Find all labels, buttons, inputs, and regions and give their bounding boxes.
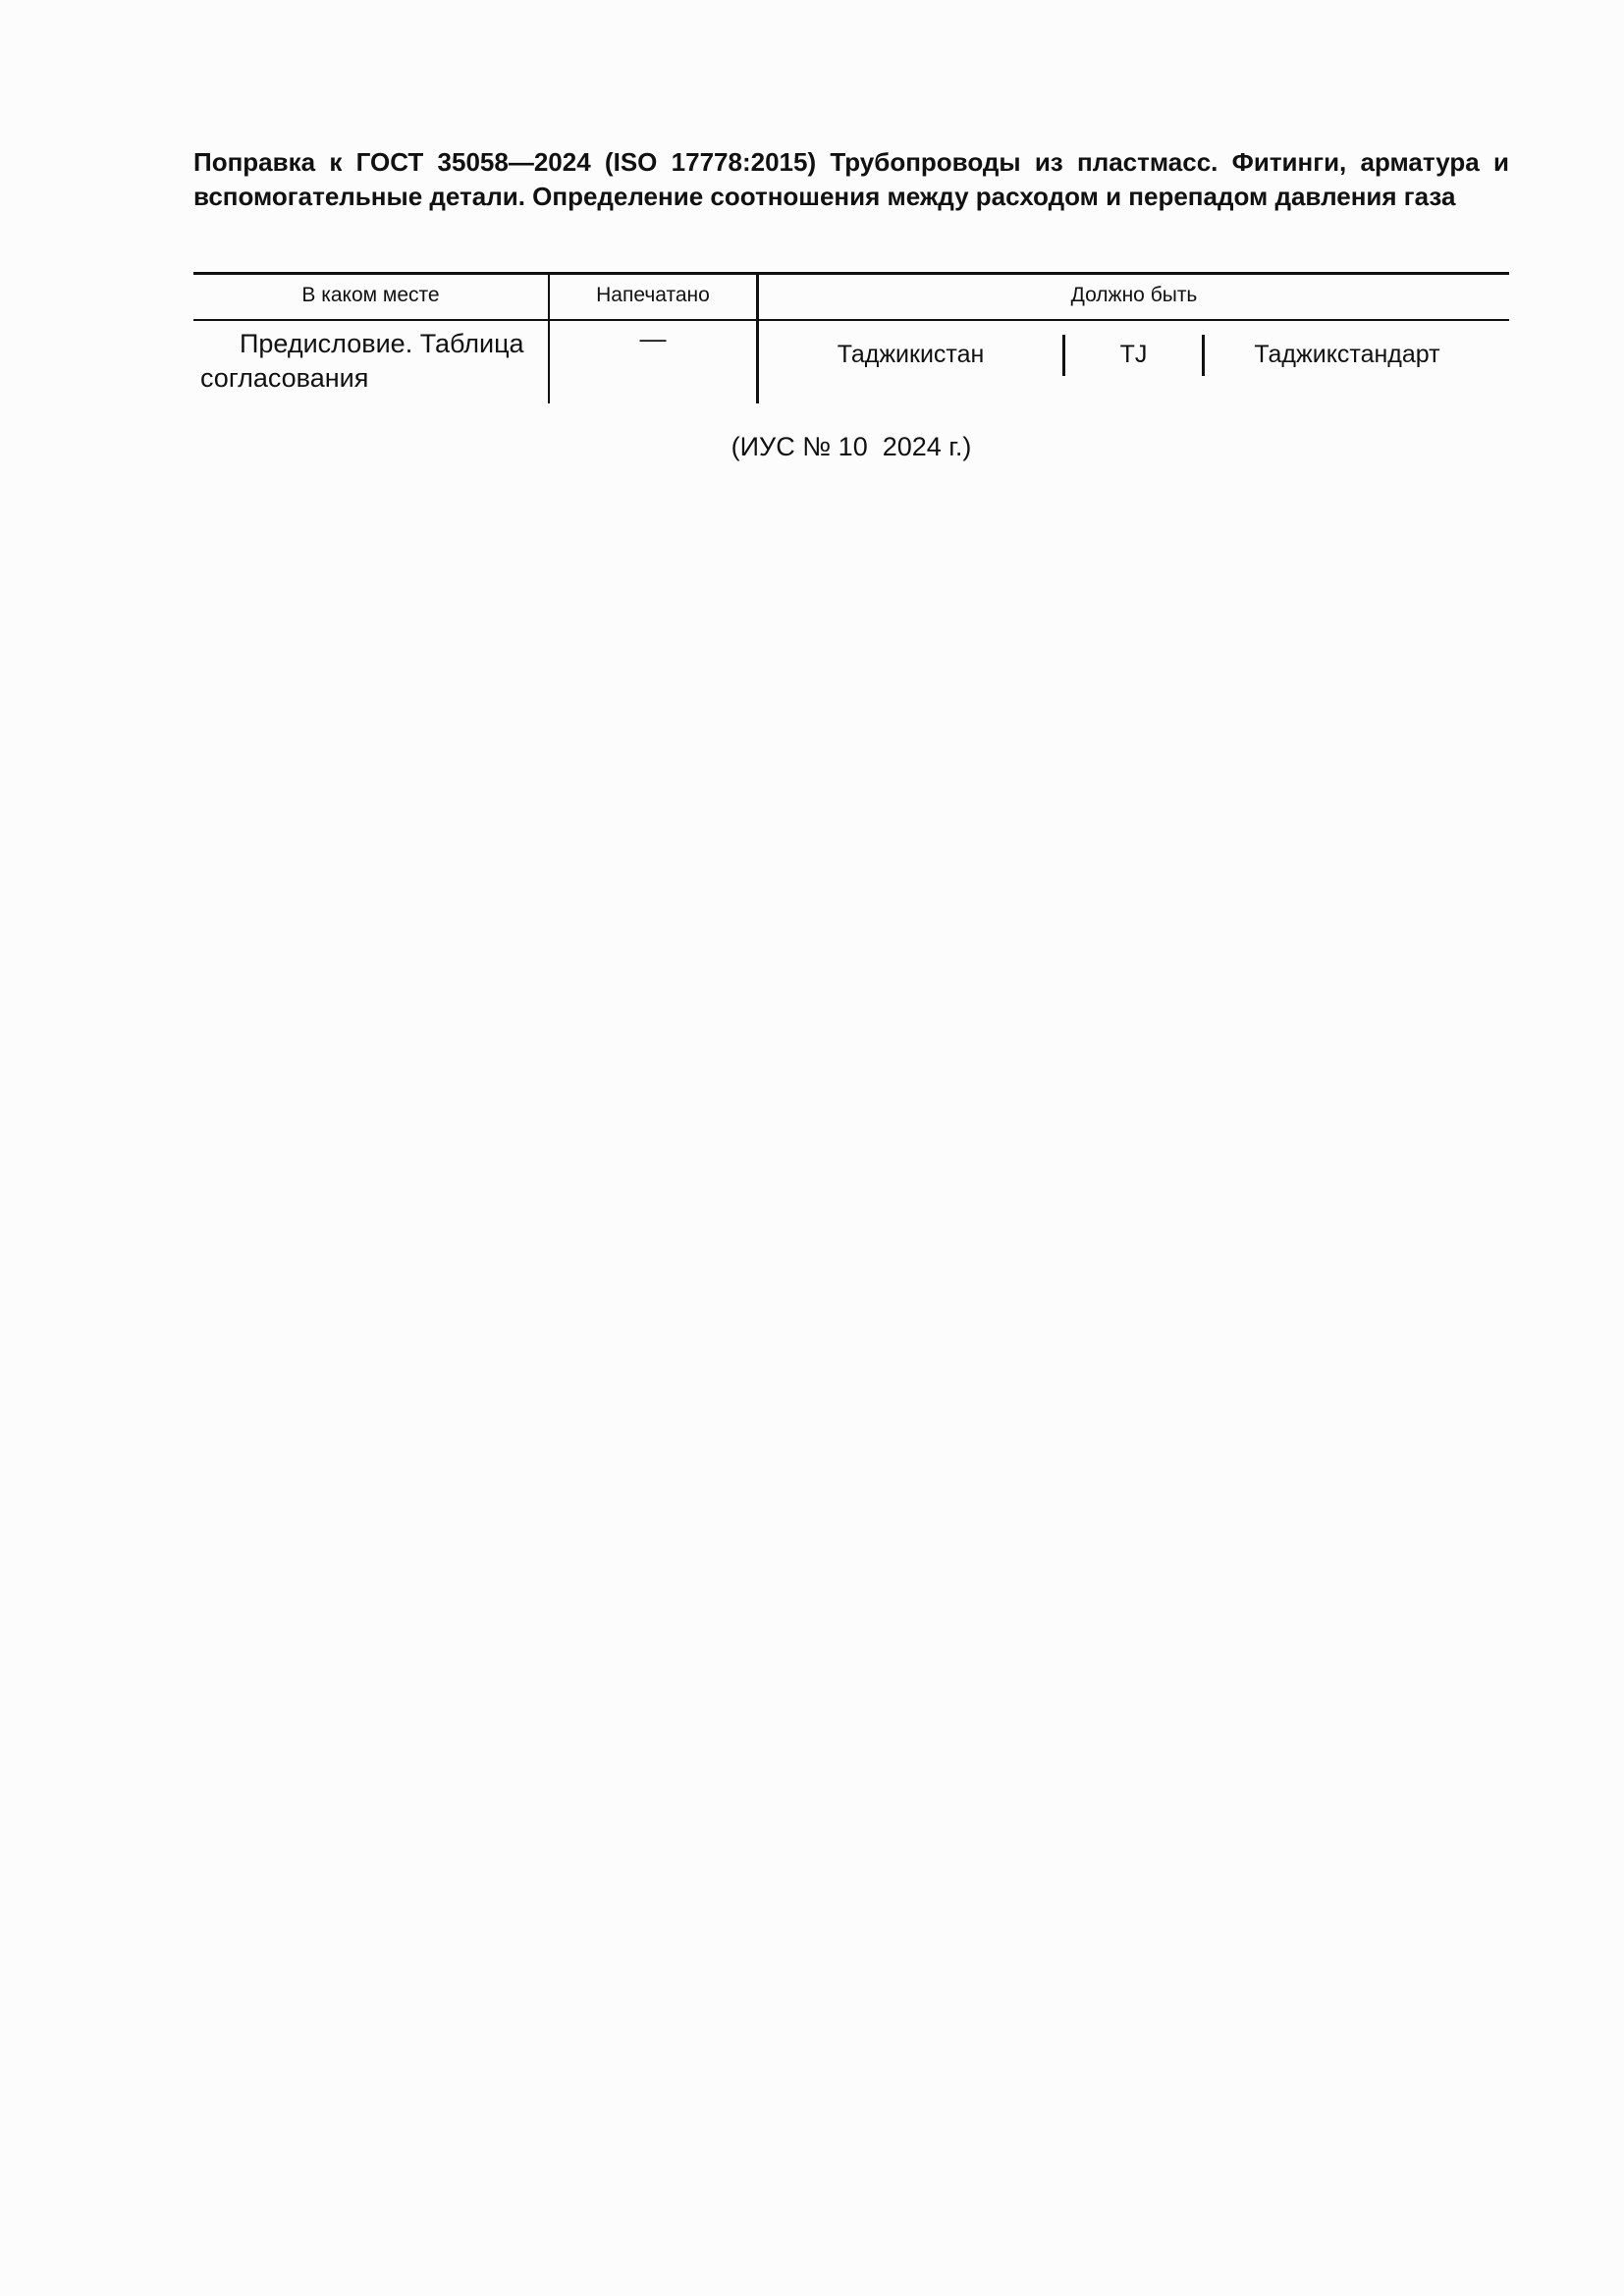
row-place: Предисловие. Таблица согласования [200,329,524,393]
header-place: В каком месте [301,284,440,306]
table-header-rule [193,319,1509,321]
row-should-be-code: TJ [1119,341,1148,368]
footer-source: (ИУС № 10 2024 г.) [731,432,972,461]
row-printed: — [639,324,667,353]
header-printed: Напечатано [596,284,710,306]
table-top-rule [193,272,1509,275]
header-should-be: Должно быть [1070,284,1198,306]
row-should-be-agency: Таджикстандарт [1254,341,1440,368]
row-should-be-country: Таджикистан [837,341,985,368]
document-title: Поправка к ГОСТ 35058—2024 (ISO 17778:2015) Трубопроводы из пластмасс. Фитинги, арматура и вспомогательные детали. Определение соотношения между расходом и перепадом давления газа [193,147,1509,211]
